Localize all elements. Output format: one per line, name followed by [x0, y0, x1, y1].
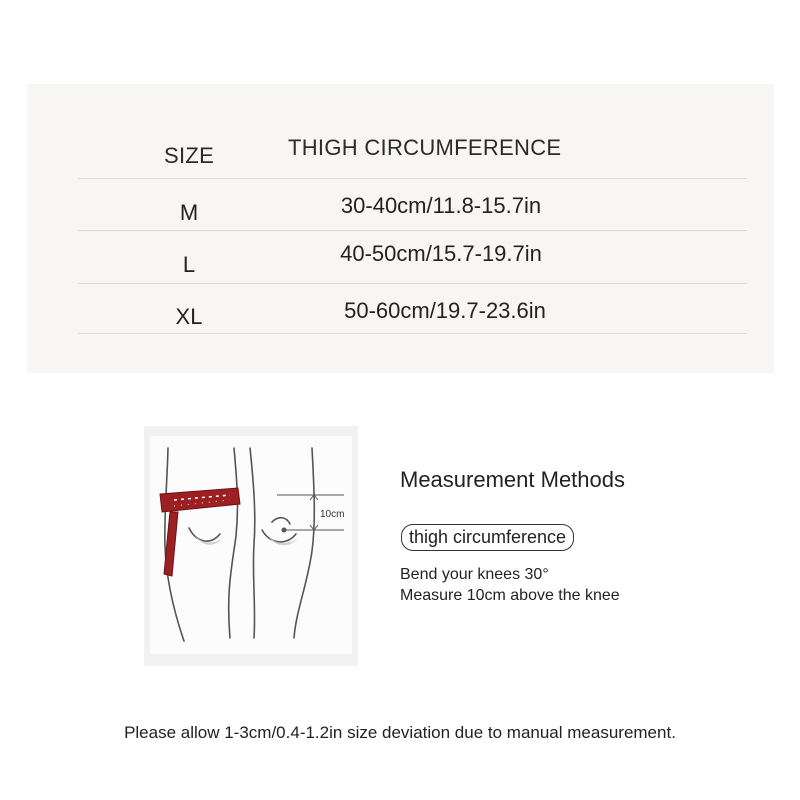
measurement-illustration [144, 426, 358, 666]
thigh-cell: 30-40cm/11.8-15.7in [340, 193, 542, 218]
size-chart-panel [27, 84, 774, 373]
thigh-cell: 40-50cm/15.7-19.7in [340, 241, 542, 266]
size-cell: L [182, 252, 196, 277]
measure-label: 10cm [320, 509, 345, 520]
thigh-circumference-badge: thigh circumference [401, 524, 574, 551]
size-cell: XL [175, 304, 203, 329]
methods-title: Measurement Methods [400, 467, 625, 492]
measure-dot [282, 528, 287, 533]
size-cell: M [179, 200, 199, 225]
row-divider [78, 333, 747, 334]
size-deviation-note: Please allow 1-3cm/0.4-1.2in size deviation due to manual measurement. [124, 723, 676, 742]
size-column-header: SIZE [164, 143, 215, 168]
row-divider [78, 230, 747, 231]
instruction-measure: Measure 10cm above the knee [400, 587, 620, 604]
thigh-cell: 50-60cm/19.7-23.6in [344, 298, 546, 323]
legs-diagram-svg [144, 426, 358, 666]
instruction-bend: Bend your knees 30° [400, 566, 549, 583]
header-divider [78, 178, 747, 179]
row-divider [78, 283, 747, 284]
illustration-canvas [150, 436, 352, 654]
thigh-column-header: THIGH CIRCUMFERENCE [288, 135, 562, 160]
